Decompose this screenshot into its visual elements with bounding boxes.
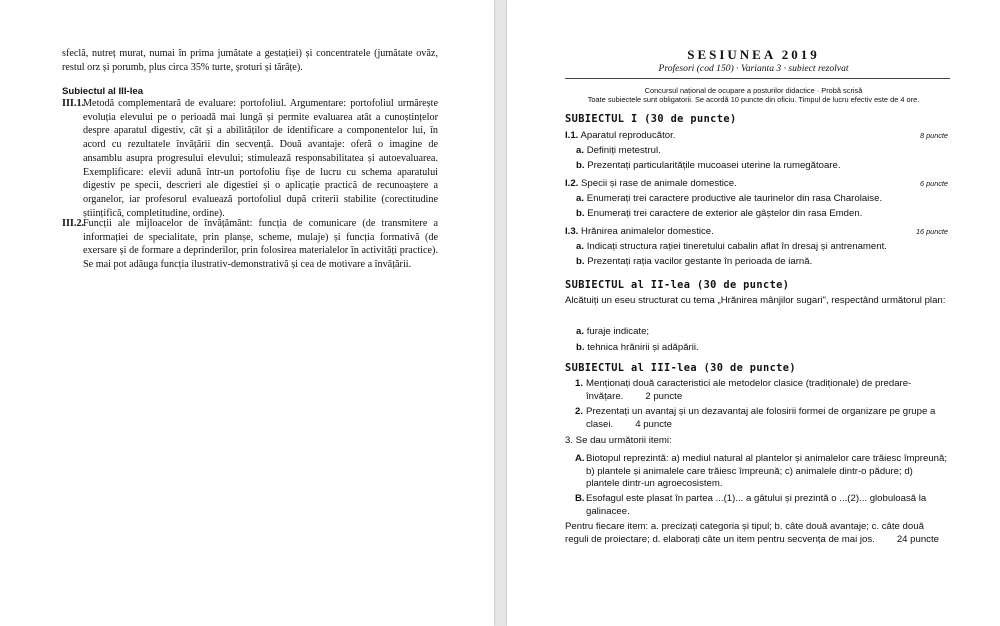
- answer-text: Funcții ale mijloacelor de învățământ: funcția de comunicare (de transmitere a informației de specialitate, prin planșe, scheme, mulaje) și funcția formativă (de exersare și de formare a deprinderilor, prin folosirea materialelor în activități practice). Se mai pot adăuga funcția ilustrativ-demonstrativă și cea de motivare a învățării.: [83, 218, 438, 271]
- intro-paragraph: sfeclă, nutreț murat, numai în prima jumătate a gestației) și concentratele (jumătate ovăz, restul orz și porumb, plus circa 35% turte, șroturi și tărâțe).: [62, 48, 438, 73]
- question-text: Hrănirea animalelor domestice.: [581, 226, 714, 237]
- item-text: Prezentați un avantaj și un dezavantaj ale folosirii formei de organizare pe grupe a clasei.: [586, 406, 936, 430]
- question-1-3: [565, 226, 948, 237]
- subquestion: a. Definiți metestrul.: [576, 145, 661, 156]
- subquestion: b. Enumerați trei caractere de exterior ale gâștelor din rasa Emden.: [576, 208, 863, 219]
- item-number: 1.: [575, 378, 584, 389]
- page-subtitle: Profesori (cod 150) · Varianta 3 · subiect rezolvat: [658, 63, 849, 74]
- item-text: Esofagul este plasat în partea ...(1)... a gâtului și prezintă o ...(2)... globuloasă la galinacee.: [586, 493, 927, 517]
- item-3-2: [575, 406, 948, 431]
- question-number: I.1.: [565, 130, 579, 141]
- exam-instructions: Toate subiectele sunt obligatorii. Se acordă 10 puncte din oficiu. Timpul de lucru efectiv este de 4 ore.: [587, 95, 920, 104]
- question-text: Aparatul reproducător.: [580, 130, 676, 141]
- item-3-3: 3. Se dau următorii itemi:: [565, 435, 672, 446]
- item-label: B.: [575, 493, 585, 504]
- essay-plan-item: b. tehnica hrănirii și adăpării.: [576, 342, 699, 353]
- item-3-1: [575, 378, 948, 403]
- question-number: I.3.: [565, 226, 579, 237]
- subquestion-text: Definiți metestrul.: [586, 145, 661, 156]
- item-label: A.: [575, 453, 585, 464]
- question-points: 6 puncte: [920, 179, 948, 188]
- question-points: 8 puncte: [920, 131, 948, 140]
- essay-plan-item: a. furaje indicate;: [576, 326, 650, 337]
- subquestion: a. Indicați structura rației tineretului cabalin aflat în dresaj și antrenament.: [576, 241, 887, 252]
- title-divider: [565, 78, 950, 79]
- section-heading: Subiectul al III-lea: [62, 86, 144, 97]
- subquestion-text: Enumerați trei caractere de exterior ale gâștelor din rasa Emden.: [587, 208, 863, 219]
- subquestion: b. Prezentați rația vacilor gestante în perioada de iarnă.: [576, 256, 813, 267]
- exam-info: Concursul național de ocupare a posturilor didactice · Probă scrisă: [644, 86, 863, 95]
- subquestion-text: Prezentați particularitățile mucoasei uterine la rumegătoare.: [587, 160, 841, 171]
- question-points: 16 puncte: [915, 227, 948, 236]
- final-instructions: [565, 520, 948, 546]
- subject-3-heading: SUBIECTUL al III-lea (30 de puncte): [565, 362, 796, 374]
- question-text: Specii și rase de animale domestice.: [581, 178, 737, 189]
- subquestion-text: Prezentați rația vacilor gestante în perioada de iarnă.: [587, 256, 813, 267]
- subquestion-text: Indicați structura rației tineretului cabalin aflat în dresaj și antrenament.: [586, 241, 887, 252]
- answer-item-1: [62, 97, 438, 220]
- item-points: 2 puncte: [645, 390, 683, 402]
- right-page: [507, 0, 1000, 626]
- item-points: 4 puncte: [635, 418, 673, 430]
- question-1-2: [565, 178, 948, 189]
- item-A: [575, 453, 948, 491]
- answer-number: III.1.: [62, 98, 85, 109]
- final-points: 24 puncte: [896, 534, 939, 545]
- item-B: [575, 493, 948, 518]
- answer-text: Metodă complementară de evaluare: portofoliul. Argumentare: portofoliul urmărește evoluția elevului pe o perioadă mai lungă și permite evaluarea atât a cunoștințelor despre aparatul digestiv, cât și a abilităților de identificare a componentelor lui, în acord cu rezultatele învățării din secvență. Două avantaje: oferă o imagine de ansamblu asupra progresului elevului; stimulează responsabilitatea și autoevaluarea. Exemplificare: elevii adună într-un portofoliu fișe de lucru cu schema aparatului digestiv pe specii, descrieri ale digestiei și o aplicație practică de recunoaștere a organelor, iar profesorul evaluează portofoliul după criterii stabilite (corectitudine științifică, completitudine, ordine).: [83, 98, 438, 219]
- subject-1-heading: SUBIECTUL I (30 de puncte): [565, 113, 737, 125]
- essay-plan-text: tehnica hrănirii și adăpării.: [587, 342, 699, 353]
- item-number: 2.: [575, 406, 584, 417]
- page-title: SESIUNEA 2019: [687, 47, 820, 62]
- essay-prompt: Alcătuiți un eseu structurat cu tema „Hrănirea mânjilor sugari", respectând următorul plan:: [565, 295, 946, 306]
- item-text: Biotopul reprezintă: a) mediul natural al plantelor și animalelor care trăiesc împreună; b) plantele și animalele care trăiesc împreună; c) animalele dintr-o pădure; d) plantele dintr-un agroecosistem.: [586, 453, 948, 489]
- essay-plan-text: furaje indicate;: [586, 326, 650, 337]
- question-1-1: [565, 130, 948, 141]
- subquestion: b. Prezentați particularitățile mucoasei uterine la rumegătoare.: [576, 160, 841, 171]
- final-text: Pentru fiecare item: a. precizați categoria și tipul; b. câte două avantaje; c. câte două reguli de proiectare; d. elaborați câte un item pentru secvența de mai jos.: [565, 521, 924, 545]
- answer-item-2: [62, 217, 438, 272]
- left-page: [0, 0, 494, 626]
- subject-2-heading: SUBIECTUL al II-lea (30 de puncte): [565, 279, 790, 291]
- item-text: Menționați două caracteristici ale metodelor clasice (tradiționale) de predare-învățare.: [586, 378, 912, 402]
- subquestion: a. Enumerați trei caractere productive ale taurinelor din rasa Charolaise.: [576, 193, 883, 204]
- answer-number: III.2.: [62, 218, 85, 229]
- subquestion-text: Enumerați trei caractere productive ale taurinelor din rasa Charolaise.: [586, 193, 883, 204]
- question-number: I.2.: [565, 178, 579, 189]
